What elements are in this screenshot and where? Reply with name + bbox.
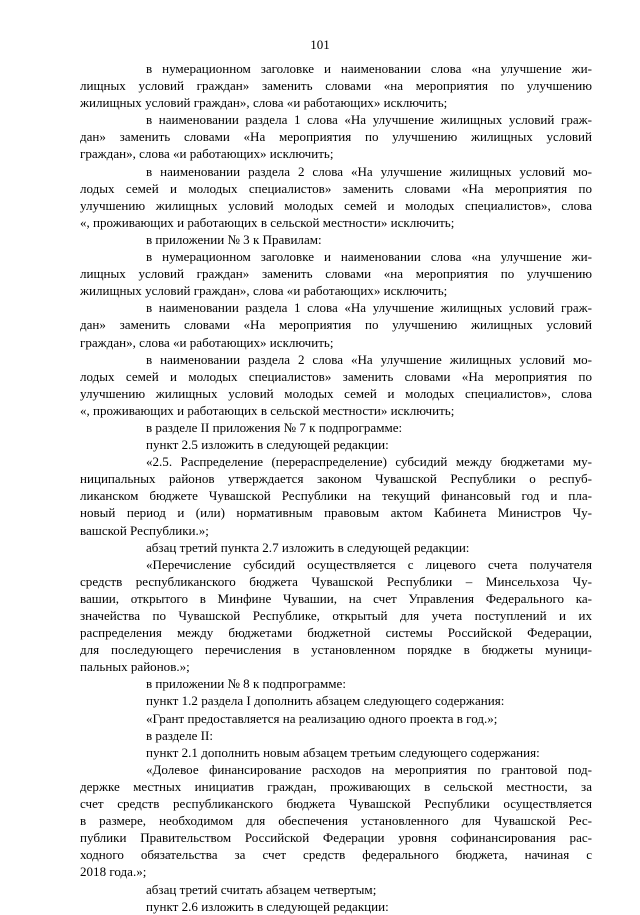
text-line: в наименовании раздела 1 слова «На улучшение жилищных условий граж-: [146, 300, 592, 316]
text-line: пункт 2.5 изложить в следующей редакции:: [146, 437, 389, 453]
text-line: пункт 2.1 дополнить новым абзацем третьим следующего содержания:: [146, 744, 540, 760]
text-line: «2.5. Распределение (перераспределение) субсидий между бюджетами му-: [146, 454, 592, 470]
text-line: распределения между бюджетами бюджетной системы Российской Федерации,: [80, 625, 592, 641]
text-line: ходного обязательства за счет средств федерального бюджета, начиная с: [80, 847, 592, 863]
text-line: граждан», слова «и работающих» исключить;: [80, 334, 334, 350]
text-line: средств республиканского бюджета Чувашской Республики – Минсельхоза Чу-: [80, 573, 592, 589]
text-line: лищных условий граждан» заменить словами «на мероприятия по улучшению: [80, 78, 592, 94]
text-line: лищных условий граждан» заменить словами «на мероприятия по улучшению: [80, 266, 592, 282]
text-line: в приложении № 8 к подпрограмме:: [146, 676, 346, 692]
text-line: в размере, необходимом для обеспечения установленного для Чувашской Рес-: [80, 813, 592, 829]
text-line: лодых семей и молодых специалистов» заменить словами «На мероприятия по: [80, 180, 592, 196]
text-line: «Грант предоставляется на реализацию одного проекта в год.»;: [146, 710, 498, 726]
text-line: счет средств республиканского бюджета Чувашской Республики осуществляется: [80, 796, 592, 812]
text-line: лодых семей и молодых специалистов» заменить словами «На мероприятия по: [80, 368, 592, 384]
text-line: вашской Республики.»;: [80, 522, 209, 538]
text-line: в нумерационном заголовке и наименовании слова «на улучшение жи-: [146, 61, 592, 76]
text-line: пункт 2.6 изложить в следующей редакции:: [146, 898, 389, 914]
text-line: в приложении № 3 к Правилам:: [146, 231, 322, 247]
text-line: в наименовании раздела 1 слова «На улучшение жилищных условий граж-: [146, 112, 592, 128]
text-line: ликанском бюджете Чувашской Республики на текущий финансовый год и пла-: [80, 488, 592, 504]
text-line: в нумерационном заголовке и наименовании слова «на улучшение жи-: [146, 249, 592, 265]
text-line: жилищных условий граждан», слова «и работающих» исключить;: [80, 95, 448, 111]
document-body: [80, 60, 592, 915]
text-line: улучшению жилищных условий молодых семей и молодых специалистов», слова: [80, 197, 592, 213]
text-line: жилищных условий граждан», слова «и работающих» исключить;: [80, 283, 448, 299]
text-line: в наименовании раздела 2 слова «На улучшение жилищных условий мо-: [146, 351, 592, 367]
text-line: абзац третий считать абзацем четвертым;: [146, 881, 377, 897]
text-line: «, проживающих и работающих в сельской местности» исключить;: [80, 214, 455, 230]
text-line: в наименовании раздела 2 слова «На улучшение жилищных условий мо-: [146, 163, 592, 179]
text-line: значейства по Чувашской Республике, открытый для учета поступлений и их: [80, 608, 592, 623]
text-line: для последующего перечисления в установленном порядке в бюджеты муници-: [80, 642, 592, 658]
text-line: улучшению жилищных условий молодых семей и молодых специалистов», слова: [80, 385, 592, 401]
page-number: 101: [310, 37, 330, 52]
text-line: «Долевое финансирование расходов на мероприятия по грантовой под-: [146, 761, 592, 777]
text-line: держке местных инициатив граждан, проживающих в сельской местности, за: [80, 778, 592, 794]
text-line: публики Правительством Российской Федерации уровня софинансирования рас-: [80, 830, 592, 846]
text-line: новый период и (или) нормативным правовым актом Кабинета Министров Чу-: [80, 505, 592, 521]
text-line: пункт 1.2 раздела I дополнить абзацем следующего содержания:: [146, 693, 505, 709]
text-line: в разделе II:: [146, 727, 213, 743]
text-line: ниципальных районов утверждается законом Чувашской Республики о респуб-: [80, 471, 592, 487]
text-line: дан» заменить словами «На мероприятия по улучшению жилищных условий: [80, 129, 592, 145]
text-line: абзац третий пункта 2.7 изложить в следующей редакции:: [146, 539, 470, 555]
text-line: граждан», слова «и работающих» исключить;: [80, 146, 334, 162]
text-line: «, проживающих и работающих в сельской местности» исключить;: [80, 402, 455, 418]
text-line: вашии, открытого в Минфине Чувашии, на счет Управления Федерального ка-: [80, 590, 592, 606]
text-line: дан» заменить словами «На мероприятия по улучшению жилищных условий: [80, 317, 592, 333]
text-line: пальных районов.»;: [80, 659, 190, 675]
text-line: в разделе II приложения № 7 к подпрограмме:: [146, 419, 403, 435]
text-line: «Перечисление субсидий осуществляется с лицевого счета получателя: [146, 556, 592, 572]
text-line: 2018 года.»;: [80, 864, 147, 880]
